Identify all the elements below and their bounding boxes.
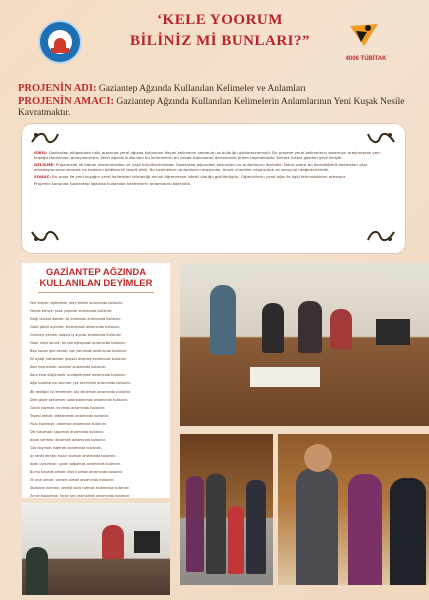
ornament-bottom-right-icon: [366, 228, 396, 244]
photo-office-interview: [180, 263, 429, 426]
idiom-item: Dili tutulmak: şaşırmak anlamında kullanılır.: [30, 429, 105, 434]
poster-title: [120, 10, 320, 52]
idiom-item: Kulak vermek: dinlemek anlamında kullanılır.: [30, 437, 107, 442]
idiom-item: Sözünde durmak: verdiği sözü tutmak anlamında kullanılır.: [30, 486, 130, 491]
idiom-item: Eli ayağı tutmamak: güçsüz düşmek anlamında kullanılır.: [30, 357, 127, 362]
idiom-item: Ayak uydurmak: uyum sağlamak anlamında kullanılır.: [30, 461, 121, 466]
idioms-panel: [22, 263, 170, 498]
idiom-item: Haşır neşir olmak: bir işle uğraşmak anlamında kullanılır.: [30, 341, 127, 346]
project-aim-text: Gaziantep Ağzında Kullanılan Kelimelerin Anlamlarının Yeni Kuşak Nesile Kavratmaktır.: [18, 97, 405, 118]
closing-paragraph: Projemiz sonunda Gaziantep ağzında kullanılan kelimelerin anlamlarını öğrendik.: [34, 180, 192, 186]
school-logo: [38, 20, 82, 64]
idiom-item: Başı kazan gibi olmak: çok yorulmak anlamında kullanılır.: [30, 349, 128, 354]
project-aim-label: PROJENİN AMACI:: [18, 96, 114, 107]
idiom-item: Gurmeyi yemek: başına iş açmak anlamında kullanılır.: [30, 333, 122, 338]
ornament-top-left-icon: [30, 130, 60, 146]
result-heading: SONUÇ:: [34, 173, 51, 179]
intro-heading: GİRİŞ:: [34, 150, 48, 155]
idioms-list: [30, 299, 164, 500]
idiom-item: Kanı kaynamak: sevmek anlamında kullanılır.: [30, 365, 107, 370]
idiom-item: Kara kara düşünmek: endişelenmek anlamında kullanılır.: [30, 373, 127, 378]
idiom-item: Hanek etmek: şaka yapmak anlamında kullanılır.: [30, 309, 113, 314]
project-name-label: PROJENİN ADI:: [18, 83, 97, 94]
photo-with-elder: [278, 434, 429, 585]
title-line-1: ‘KELE YOORUM: [157, 12, 283, 28]
idiom-item: Zırnık koparmak: hiçbir şey alamamak anlamında kullanılır.: [30, 494, 131, 499]
idiom-item: Eleği duvara asmak: işi bırakmak anlamında kullanılır.: [30, 317, 122, 322]
idiom-item: Bir dediğini iki etmemek: söz dinlemek anlamında kullanılır.: [30, 389, 132, 394]
mosque-icon: [54, 38, 66, 48]
title-line-2: BİLİNİZ Mİ BUNLARI?”: [129, 33, 311, 49]
intro-paragraph: GİRİŞ: Gaziantep bölgesinde halk arasında yerel ağızda kullanılan birçok kelimenin zamanla unutulduğu gözlemlenmiştir. Bu projede yerel kelimelerin anlamları araştırılarak yeni kuşağa tanıtılması amaçlanmıştır. Yerel ağızda kullanılan bu kelimelerin bir arada toplanarak derlenmesi önem taşımaktadır. Kelime listesi gözden geçirilmiştir.: [34, 150, 381, 161]
ornament-bottom-left-icon: [30, 228, 60, 244]
tubitak-caption: 4006 TÜBİTAK: [345, 56, 387, 62]
idiom-item: Tepesi atmak: öfkelenmek anlamında kullanılır.: [30, 413, 110, 418]
idiom-item: Gönül koymak: kırılmak anlamında kullanılır.: [30, 405, 106, 410]
idiom-item: Göz koymak: istemek anlamında kullanılır.: [30, 445, 102, 450]
photo-group-outdoor: [180, 434, 273, 585]
idiom-item: Gözü gönlü açılmak: ferahlamak anlamında kullanılır.: [30, 325, 121, 330]
tubitak-logo: [336, 16, 394, 68]
photo-classroom: [22, 503, 170, 595]
project-aim: [18, 96, 418, 119]
summary-box: [22, 124, 405, 253]
idiom-item: Dört gözle beklemek: sabırsızlanmak anlamında kullanılır.: [30, 397, 128, 402]
idiom-item: Yüzü kızarmak: utanmak anlamında kullanılır.: [30, 421, 107, 426]
idiom-item: Eli açık olmak: cömert olmak anlamında kullanılır.: [30, 478, 115, 483]
development-heading: GELİŞME:: [34, 161, 55, 167]
idiom-item: Burnu havada olmak: kibirli olmak anlamında kullanılır.: [30, 469, 124, 474]
project-name: [18, 83, 306, 95]
idiom-item: Hici etmek: eğlenmek, alay etmek anlamında kullanılır.: [30, 301, 124, 305]
idioms-title: GAZİANTEP AĞZINDA KULLANILAN DEYİMLER: [39, 267, 153, 289]
idiom-item: Ağzı kulaklarına varmak: çok sevinmek anlamında kullanılır.: [30, 381, 132, 386]
title-divider: [38, 292, 154, 293]
development-paragraph: GELİŞME: Projemizde ilk olarak ailelerimizden ve yaşlı büyüklerimizden Gaziantep ağzındaki kelimeleri ve anlamlarını derledik. Daha sonra bu derlediğimiz kelimeleri okul arkadaşlarımıza sorarak ne kadarını bildiklerini tespit ettik. Bu kelimelerin anlamlarını araştırdık, örnek cümleler oluşturduk ve sonuçları değerlendirdik.: [34, 161, 368, 173]
ornament-top-right-icon: [366, 130, 396, 146]
project-name-text: Gaziantep Ağzında Kullanılan Kelimeler ve Anlamları: [96, 84, 306, 94]
idiom-item: İçi rahat etmek: huzur bulmak anlamında kullanılır.: [30, 453, 117, 458]
result-paragraph: SONUÇ: Bu proje ile yeni kuşağın yerel kelimeleri bilmediği ancak öğrenmeye istekli olduğu görülmüştür. Öğrencilerin yerel ağız ile ilgili farkındalıkları artmıştır.: [34, 173, 347, 179]
runner-icon: [348, 22, 380, 48]
summary-text: [34, 150, 392, 187]
